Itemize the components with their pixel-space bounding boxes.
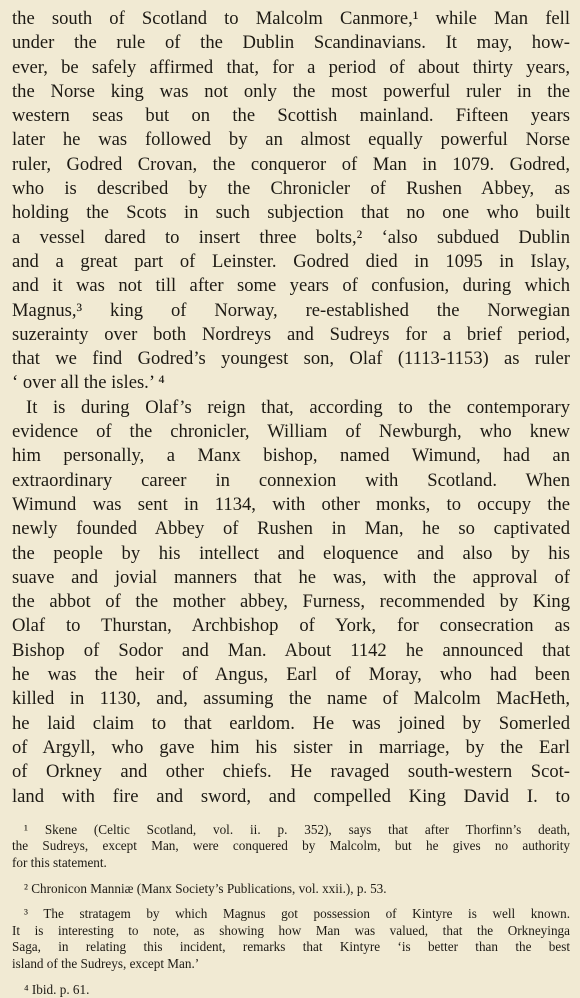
footnote-line: ³ The stratagem by which Magnus got possession of Kintyre is well known. (24, 906, 570, 922)
footnote-1 (12, 822, 570, 872)
text-line: of Argyll, who gave him his sister in marriage, by the Earl (12, 736, 570, 758)
text-line: the south of Scotland to Malcolm Canmore,¹ while Man fell (12, 8, 570, 29)
text-line: extraordinary career in connexion with Scotland. When (12, 469, 570, 491)
footnote-3 (12, 906, 570, 972)
footnote-line: Saga, in relating this incident, remarks that Kintyre ‘is better than the best (12, 939, 570, 955)
text-line: the people by his intellect and eloquence and also by his (12, 542, 570, 564)
text-line: Magnus,³ king of Norway, re-established the Norwegian (12, 299, 570, 321)
text-line: Olaf to Thurstan, Archbishop of York, for consecration as (12, 615, 570, 637)
text-line: the Norse king was not only the most powerful ruler in the (12, 80, 570, 102)
footnote-line: island of the Sudreys, except Man.’ (12, 955, 200, 971)
paragraph-1 (12, 7, 570, 396)
text-line: later he was followed by an almost equally powerful Norse (12, 129, 570, 151)
text-line: Bishop of Sodor and Man. About 1142 he announced that (12, 639, 570, 661)
text-line: western seas but on the Scottish mainland. Fifteen years (12, 105, 570, 127)
footnote-line: the Sudreys, except Man, were conquered by Malcolm, but he gives no authority (12, 838, 570, 854)
footnote-2 (12, 881, 570, 898)
text-line: ruler, Godred Crovan, the conqueror of Man in 1079. Godred, (12, 153, 570, 175)
text-line: under the rule of the Dublin Scandinavians. It may, how- (12, 32, 570, 54)
footnotes (12, 822, 570, 998)
paragraph-2 (12, 396, 570, 809)
text-line: evidence of the chronicler, William of Newburgh, who knew (12, 421, 570, 443)
text-line: and a great part of Leinster. Godred died in 1095 in Islay, (12, 250, 570, 272)
text-line: he was the heir of Angus, Earl of Moray, who had been (12, 664, 570, 686)
text-line: It is during Olaf’s reign that, according to the contemporary (26, 396, 570, 418)
text-line: ‘ over all the isles.’ ⁴ (12, 372, 165, 394)
text-line: holding the Scots in such subjection that no one who built (12, 202, 570, 224)
text-line: the abbot of the mother abbey, Furness, recommended by King (12, 591, 570, 613)
text-line: land with fire and sword, and compelled King David I. to (12, 785, 570, 807)
text-line: and it was not till after some years of confusion, during which (12, 275, 570, 297)
main-text (12, 7, 570, 809)
text-line: killed in 1130, and, assuming the name of Malcolm MacHeth, (12, 688, 570, 710)
text-line: him personally, a Manx bishop, named Wimund, had an (12, 445, 570, 467)
text-line: suzerainty over both Nordreys and Sudreys for a brief period, (12, 323, 570, 345)
text-line: Wimund was sent in 1134, with other monks, to occupy the (12, 493, 570, 515)
footnote-4 (12, 982, 570, 998)
text-line: newly founded Abbey of Rushen in Man, he so captivated (12, 518, 570, 540)
footnote-line: It is interesting to note, as showing how Man was valued, that the Orkneyinga (12, 922, 570, 938)
text-line: he laid claim to that earldom. He was joined by Somerled (12, 712, 570, 734)
footnote-line: ² Chronicon Manniæ (Manx Society’s Publications, vol. xxii.), p. 53. (24, 880, 387, 896)
text-line: that we find Godred’s youngest son, Olaf (1113-1153) as ruler (12, 348, 570, 370)
text-line: of Orkney and other chiefs. He ravaged south-western Scot- (12, 761, 570, 783)
text-line: ever, be safely affirmed that, for a period of about thirty years, (12, 56, 570, 78)
text-line: a vessel dared to insert three bolts,² ‘also subdued Dublin (12, 226, 570, 248)
text-line: who is described by the Chronicler of Rushen Abbey, as (12, 178, 570, 200)
footnote-line: ⁴ Ibid. p. 61. (24, 981, 90, 997)
text-line: suave and jovial manners that he was, with the approval of (12, 566, 570, 588)
footnote-line: for this statement. (12, 854, 107, 870)
footnote-line: ¹ Skene (Celtic Scotland, vol. ii. p. 352), says that after Thorfinn’s death, (24, 821, 570, 837)
